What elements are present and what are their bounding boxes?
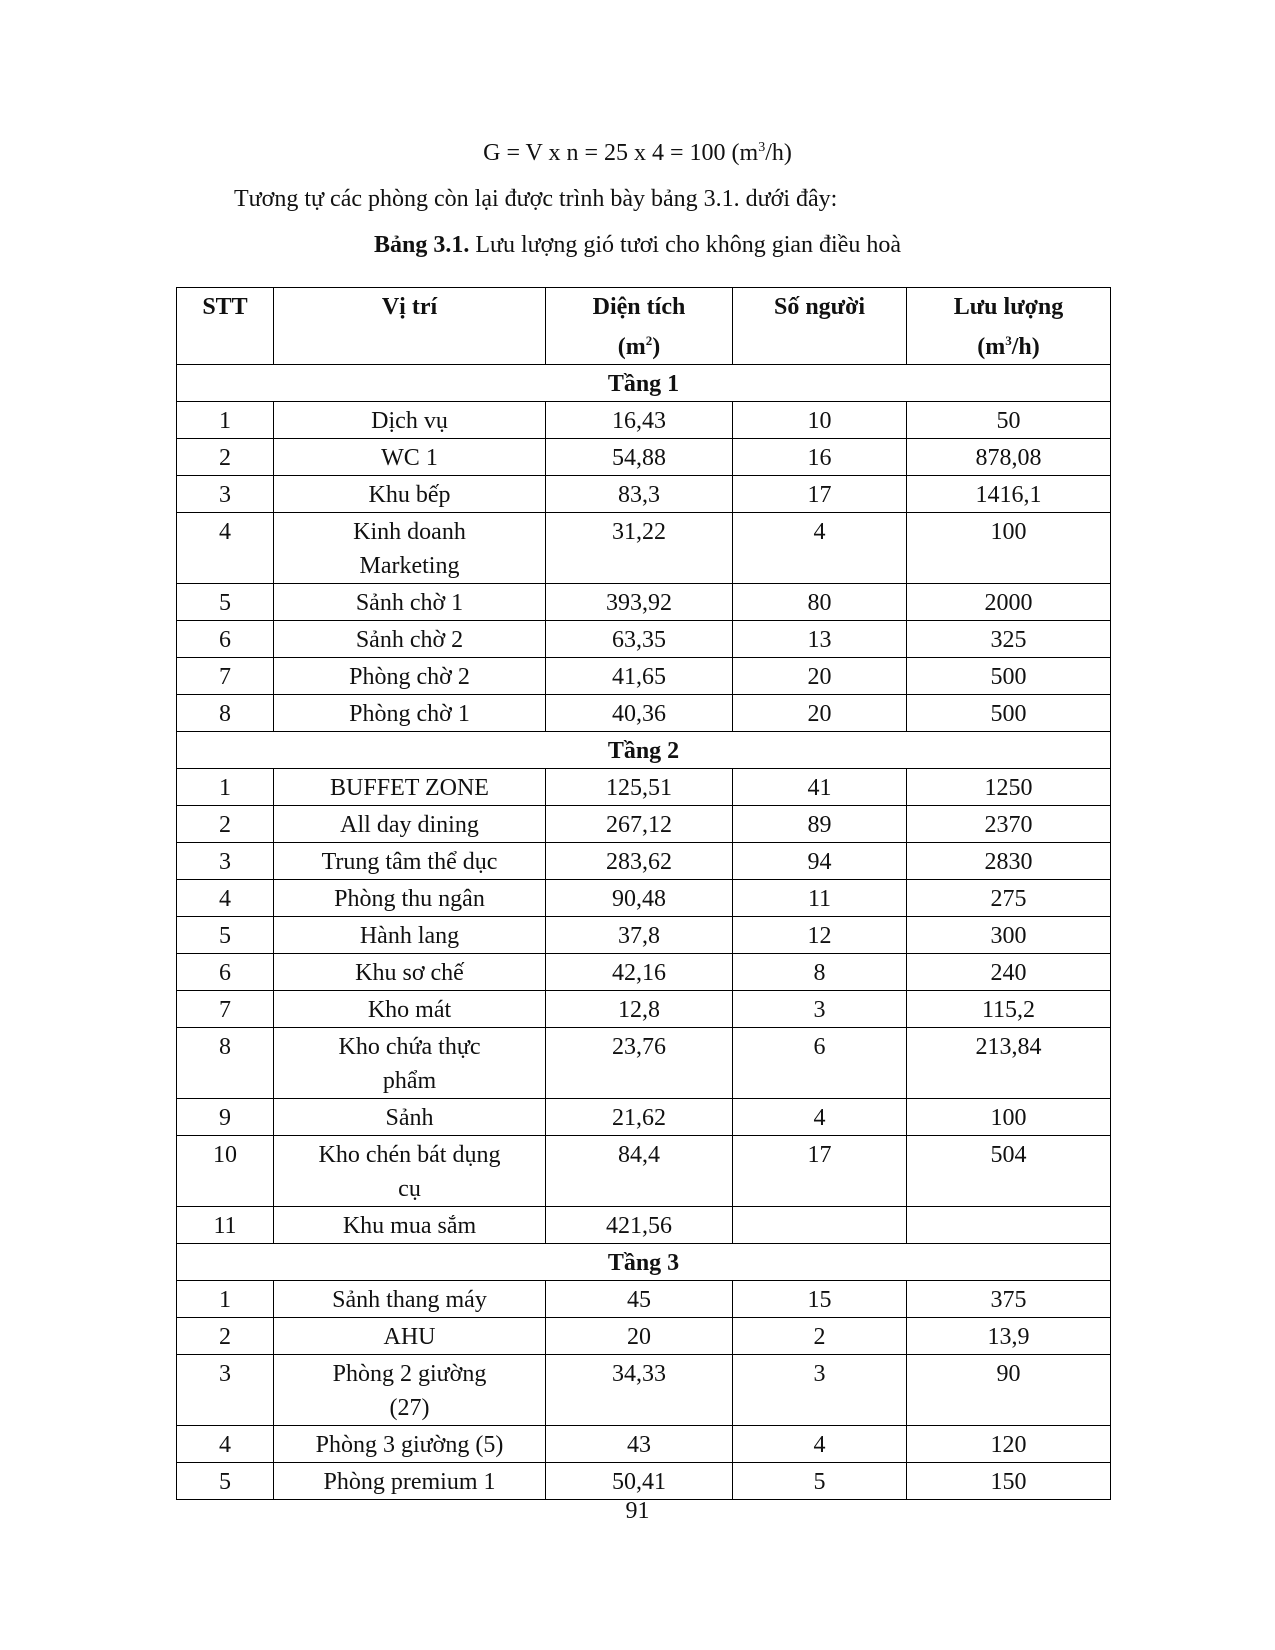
cell-people: 20: [733, 695, 907, 732]
cell-location: [274, 806, 546, 843]
formula-line: [0, 140, 1275, 167]
cell-flow: 1416,1: [907, 476, 1111, 513]
cell-stt: 11: [177, 1207, 274, 1244]
floor-header-row: [177, 1244, 1111, 1281]
cell-area: 34,33: [546, 1355, 733, 1426]
cell-area: 43: [546, 1426, 733, 1463]
header-flow-label: Lưu lượng: [953, 294, 1064, 320]
cell-location: [274, 695, 546, 732]
cell-location: [274, 658, 546, 695]
cell-stt: 8: [177, 695, 274, 732]
cell-area: 267,12: [546, 806, 733, 843]
location-line-1: Sảnh: [385, 1105, 434, 1131]
header-location: Vị trí: [274, 288, 546, 365]
cell-location: [274, 1463, 546, 1500]
location-line-1: Sảnh chờ 1: [355, 590, 464, 616]
location-line-2: Marketing: [359, 553, 460, 579]
cell-people: 13: [733, 621, 907, 658]
cell-stt: 7: [177, 658, 274, 695]
cell-people: 94: [733, 843, 907, 880]
cell-area: 20: [546, 1318, 733, 1355]
formula-superscript: 3: [758, 140, 766, 155]
floor-title: Tầng 2: [177, 732, 1111, 769]
cell-flow: 240: [907, 954, 1111, 991]
cell-flow: 2370: [907, 806, 1111, 843]
table-row: [177, 695, 1111, 732]
cell-area: 42,16: [546, 954, 733, 991]
cell-stt: 1: [177, 402, 274, 439]
cell-flow: 275: [907, 880, 1111, 917]
cell-stt: 5: [177, 1463, 274, 1500]
table-row: [177, 658, 1111, 695]
cell-stt: 2: [177, 439, 274, 476]
cell-area: 40,36: [546, 695, 733, 732]
table-row: [177, 806, 1111, 843]
cell-location: [274, 1426, 546, 1463]
cell-stt: 6: [177, 621, 274, 658]
cell-area: 23,76: [546, 1028, 733, 1099]
cell-stt: 10: [177, 1136, 274, 1207]
cell-stt: 7: [177, 991, 274, 1028]
cell-location: [274, 1318, 546, 1355]
page-number: 91: [625, 1498, 650, 1524]
cell-location: [274, 917, 546, 954]
header-area-unit-sup: 2: [645, 333, 653, 348]
location-line-1: Phòng premium 1: [323, 1469, 496, 1495]
cell-people: 16: [733, 439, 907, 476]
cell-location: [274, 769, 546, 806]
cell-people: 17: [733, 476, 907, 513]
table-caption: [0, 232, 1275, 259]
cell-location: [274, 402, 546, 439]
cell-people: 10: [733, 402, 907, 439]
cell-people: [733, 1207, 907, 1244]
location-line-1: Phòng chờ 2: [349, 664, 470, 690]
cell-area: 16,43: [546, 402, 733, 439]
cell-location: [274, 991, 546, 1028]
cell-location: [274, 1281, 546, 1318]
table-row: [177, 1318, 1111, 1355]
location-line-2: cụ: [398, 1176, 421, 1202]
cell-flow: 500: [907, 658, 1111, 695]
location-line-1: Phòng 3 giường (5): [315, 1432, 504, 1458]
cell-flow: 1250: [907, 769, 1111, 806]
cell-people: 41: [733, 769, 907, 806]
cell-area: 45: [546, 1281, 733, 1318]
cell-people: 4: [733, 1426, 907, 1463]
cell-location: [274, 1136, 546, 1207]
cell-area: 31,22: [546, 513, 733, 584]
table-row: [177, 917, 1111, 954]
location-line-1: WC 1: [381, 445, 438, 471]
cell-area: 393,92: [546, 584, 733, 621]
table-row: [177, 880, 1111, 917]
table-row: [177, 476, 1111, 513]
cell-stt: 4: [177, 880, 274, 917]
location-line-1: Khu sơ chế: [355, 960, 464, 986]
cell-people: 3: [733, 991, 907, 1028]
header-area-label: Diện tích: [592, 294, 686, 320]
floor-header-row: [177, 365, 1111, 402]
cell-flow: 300: [907, 917, 1111, 954]
cell-flow: 375: [907, 1281, 1111, 1318]
cell-stt: 5: [177, 584, 274, 621]
cell-people: 12: [733, 917, 907, 954]
cell-stt: 4: [177, 1426, 274, 1463]
table-row: [177, 1355, 1111, 1426]
table-row: [177, 402, 1111, 439]
cell-area: 125,51: [546, 769, 733, 806]
cell-flow: 13,9: [907, 1318, 1111, 1355]
location-line-1: Kho mát: [367, 997, 452, 1023]
location-line-1: Kho chứa thực: [338, 1034, 481, 1060]
cell-flow: 504: [907, 1136, 1111, 1207]
location-line-1: Kinh doanh: [353, 519, 466, 545]
floor-title: Tầng 3: [177, 1244, 1111, 1281]
cell-people: 80: [733, 584, 907, 621]
location-line-1: Sảnh thang máy: [332, 1287, 487, 1313]
cell-flow: 2830: [907, 843, 1111, 880]
cell-area: 41,65: [546, 658, 733, 695]
cell-location: [274, 880, 546, 917]
cell-location: [274, 621, 546, 658]
header-flow-unit-a: (m: [977, 334, 1006, 360]
cell-stt: 3: [177, 476, 274, 513]
cell-stt: 9: [177, 1099, 274, 1136]
table-row: [177, 769, 1111, 806]
cell-stt: 2: [177, 1318, 274, 1355]
cell-flow: 213,84: [907, 1028, 1111, 1099]
cell-stt: 3: [177, 843, 274, 880]
location-line-1: Phòng chờ 1: [349, 701, 470, 727]
cell-stt: 1: [177, 1281, 274, 1318]
formula-suffix: /h): [765, 140, 792, 166]
header-area-unit-a: (m: [617, 334, 646, 360]
caption-label: Bảng 3.1.: [373, 232, 470, 258]
airflow-table: [176, 287, 1111, 1500]
table-row: [177, 513, 1111, 584]
table-row: [177, 1207, 1111, 1244]
location-line-1: BUFFET ZONE: [330, 775, 489, 801]
location-line-1: Hành lang: [359, 923, 460, 949]
cell-flow: 2000: [907, 584, 1111, 621]
cell-people: 15: [733, 1281, 907, 1318]
cell-area: 90,48: [546, 880, 733, 917]
cell-people: 17: [733, 1136, 907, 1207]
table-row: [177, 843, 1111, 880]
cell-location: [274, 439, 546, 476]
cell-location: [274, 843, 546, 880]
cell-location: [274, 954, 546, 991]
cell-area: 21,62: [546, 1099, 733, 1136]
cell-stt: 2: [177, 806, 274, 843]
location-line-1: Khu bếp: [368, 482, 451, 508]
floor-header-row: [177, 732, 1111, 769]
floor-title: Tầng 1: [177, 365, 1111, 402]
cell-area: 50,41: [546, 1463, 733, 1500]
cell-flow: 90: [907, 1355, 1111, 1426]
table-row: [177, 1136, 1111, 1207]
cell-flow: 115,2: [907, 991, 1111, 1028]
header-flow-unit-b: /h): [1011, 334, 1040, 360]
header-area: [546, 288, 733, 365]
formula-prefix: G = V x n = 25 x 4 = 100 (m: [483, 140, 759, 166]
cell-flow: 325: [907, 621, 1111, 658]
cell-flow: 100: [907, 513, 1111, 584]
table-row: [177, 621, 1111, 658]
cell-location: [274, 1355, 546, 1426]
table-row: [177, 991, 1111, 1028]
header-stt: STT: [177, 288, 274, 365]
cell-people: 3: [733, 1355, 907, 1426]
cell-location: [274, 1099, 546, 1136]
table-row: [177, 1099, 1111, 1136]
cell-people: 4: [733, 513, 907, 584]
cell-area: 83,3: [546, 476, 733, 513]
cell-flow: 50: [907, 402, 1111, 439]
location-line-1: Sảnh chờ 2: [355, 627, 464, 653]
cell-location: [274, 584, 546, 621]
header-flow: [907, 288, 1111, 365]
location-line-1: Kho chén bát dụng: [318, 1142, 501, 1168]
cell-location: [274, 1028, 546, 1099]
cell-flow: 100: [907, 1099, 1111, 1136]
location-line-1: AHU: [383, 1324, 436, 1350]
table-row: [177, 1028, 1111, 1099]
cell-stt: 1: [177, 769, 274, 806]
cell-people: 6: [733, 1028, 907, 1099]
cell-stt: 6: [177, 954, 274, 991]
cell-stt: 4: [177, 513, 274, 584]
cell-stt: 3: [177, 1355, 274, 1426]
cell-stt: 5: [177, 917, 274, 954]
location-line-1: All day dining: [340, 812, 479, 838]
table-body: [177, 365, 1111, 1500]
table-row: [177, 584, 1111, 621]
table-row: [177, 954, 1111, 991]
cell-people: 89: [733, 806, 907, 843]
cell-area: 283,62: [546, 843, 733, 880]
cell-flow: 878,08: [907, 439, 1111, 476]
header-flow-unit-sup: 3: [1005, 333, 1012, 348]
cell-area: 54,88: [546, 439, 733, 476]
location-line-1: Phòng thu ngân: [334, 886, 485, 912]
location-line-2: (27): [389, 1395, 430, 1421]
caption-text: Lưu lượng gió tươi cho không gian điều hoà: [469, 232, 902, 258]
cell-area: 37,8: [546, 917, 733, 954]
header-area-unit-b: ): [652, 334, 661, 360]
table-row: [177, 1463, 1111, 1500]
cell-people: 2: [733, 1318, 907, 1355]
cell-area: 84,4: [546, 1136, 733, 1207]
location-line-1: Khu mua sắm: [342, 1213, 477, 1239]
cell-people: 5: [733, 1463, 907, 1500]
table-row: [177, 1426, 1111, 1463]
cell-people: 11: [733, 880, 907, 917]
cell-flow: 150: [907, 1463, 1111, 1500]
cell-area: 12,8: [546, 991, 733, 1028]
location-line-2: phẩm: [382, 1068, 437, 1094]
cell-people: 4: [733, 1099, 907, 1136]
cell-location: [274, 1207, 546, 1244]
cell-location: [274, 513, 546, 584]
location-line-1: Dịch vụ: [371, 408, 448, 434]
location-line-1: Trung tâm thể dục: [321, 849, 498, 875]
location-line-1: Phòng 2 giường: [332, 1361, 487, 1387]
cell-people: 8: [733, 954, 907, 991]
cell-people: 20: [733, 658, 907, 695]
intro-paragraph: Tương tự các phòng còn lại được trình bày bảng 3.1. dưới đây:: [234, 186, 838, 212]
cell-area: 421,56: [546, 1207, 733, 1244]
cell-location: [274, 476, 546, 513]
cell-area: 63,35: [546, 621, 733, 658]
header-people: Số người: [733, 288, 907, 365]
header-row: [177, 288, 1111, 365]
cell-stt: 8: [177, 1028, 274, 1099]
table-row: [177, 439, 1111, 476]
cell-flow: 500: [907, 695, 1111, 732]
cell-flow: 120: [907, 1426, 1111, 1463]
table-row: [177, 1281, 1111, 1318]
cell-flow: [907, 1207, 1111, 1244]
